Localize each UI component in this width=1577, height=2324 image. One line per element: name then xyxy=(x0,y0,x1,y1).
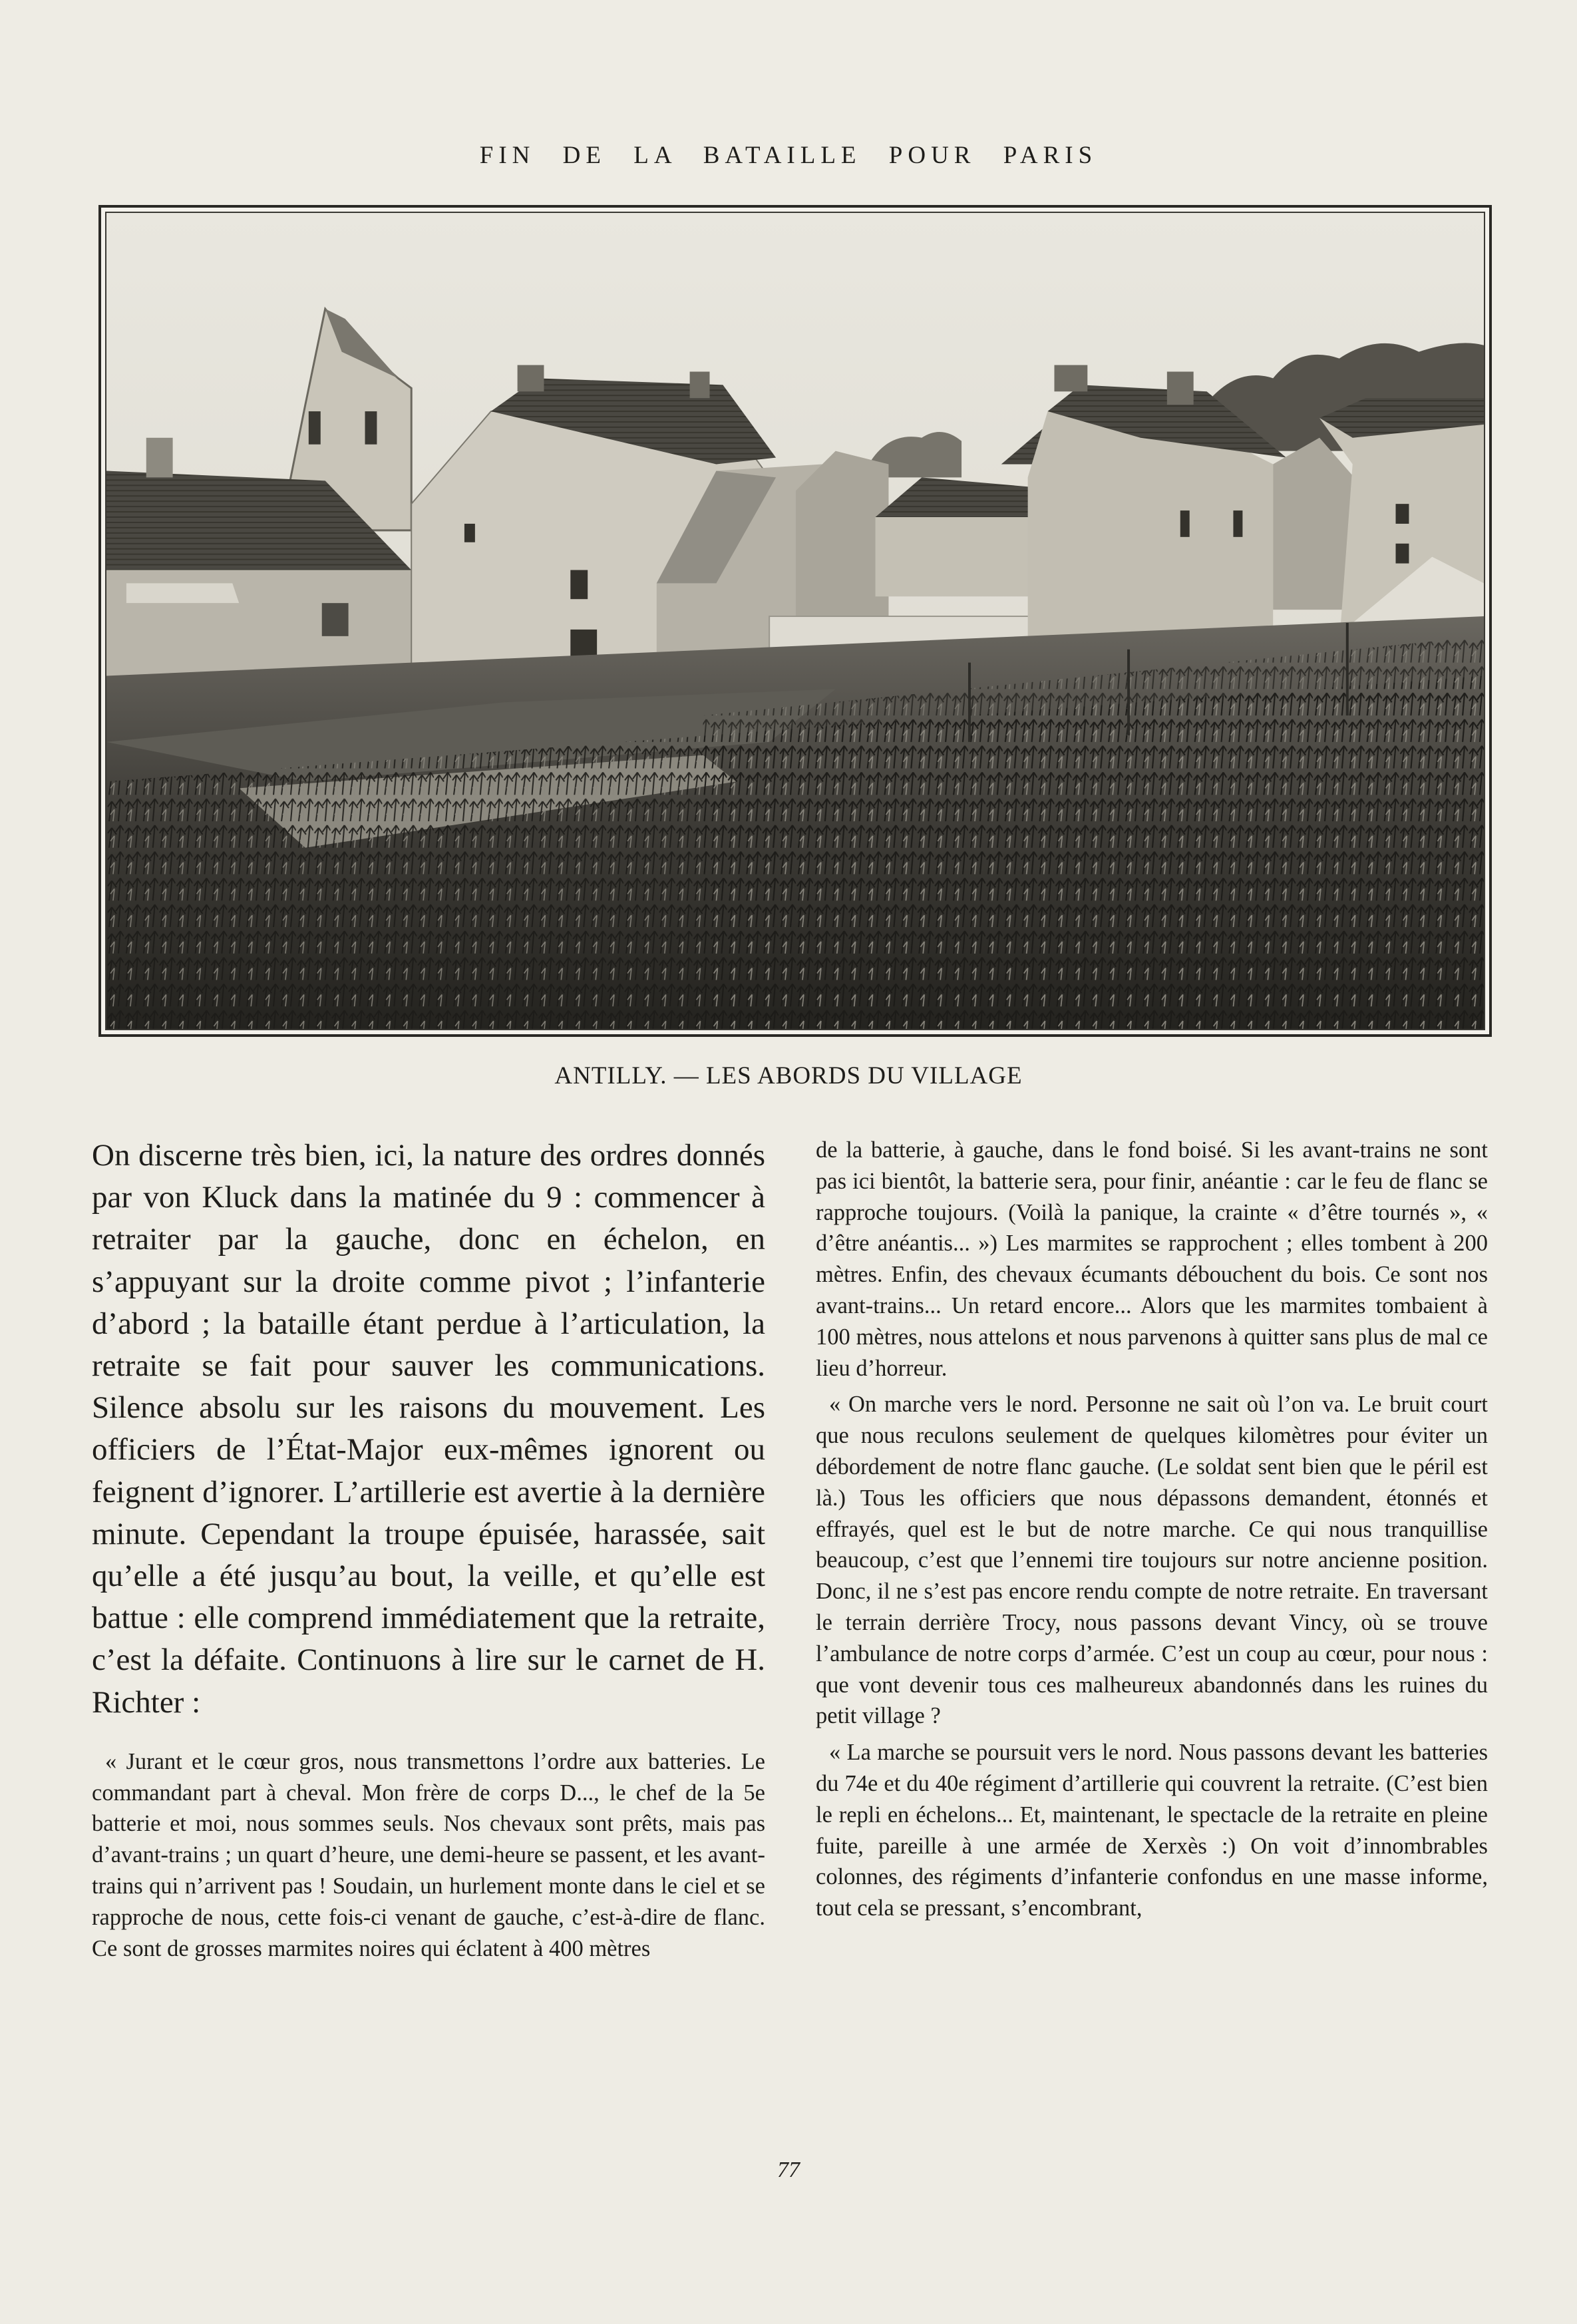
running-head: FIN DE LA BATAILLE POUR PARIS xyxy=(479,142,1098,169)
right-column xyxy=(816,1135,1488,1924)
quote-paragraph: « Jurant et le cœur gros, nous transmettons l’ordre aux batteries. Le commandant part à cheval. Mon frère de corps D..., le chef de la 5e batterie et moi, nous sommes seuls. Nos chevaux sont prêts, mais pas d’avant-trains ; un quart d’heure, une demi-heure se passent, et les avant-trains qui n’arrivent pas ! Soudain, un hurlement monte dans le ciel et se rapproche de nous, cette fois-ci venant de gauche, c’est-à-dire de flanc. Ce sont de grosses marmites noires qui éclatent à 400 mètres xyxy=(92,1748,765,1961)
left-column xyxy=(92,1135,765,1964)
right-paragraph-3: « La marche se poursuit vers le nord. Nous passons devant les batteries du 74e et du 40e régiment d’artillerie qui couvrent la retraite. (C’est bien le repli en échelons... Et, maintenant, le spectacle de la retraite en pleine fuite, pareille à une armée de Xerxès :) On voit d’innombrables colonnes, des régiments d’infanterie confondus en une masse informe, tout cela se pressant, s’encombrant, xyxy=(816,1740,1488,1921)
main-paragraph: On discerne très bien, ici, la nature des ordres donnés par von Kluck dans la matinée du 9 : commencer à retraiter par la gauche, donc en échelon, en s’appuyant sur la droite comme pivot ; l’infanterie d’abord ; la bataille étant perdue à l’articulation, la retraite se fait pour sauver les communications. Silence absolu sur les raisons du mouvement. Les officiers de l’État-Major eux-mêmes ignorent ou feignent d’ignorer. L’artillerie est avertie à la dernière minute. Cependant la troupe épuisée, harassée, sait qu’elle a été jusqu’au bout, la veille, et qu’elle est battue : elle comprend immédiatement que la retraite, c’est la défaite. Continuons à lire sur le carnet de H. Richter : xyxy=(92,1138,765,1720)
figure-photo xyxy=(98,205,1492,1037)
photo-village-antilly xyxy=(105,212,1485,1030)
village-illustration xyxy=(106,213,1484,1029)
right-paragraph-2: « On marche vers le nord. Personne ne sait où l’on va. Le bruit court que nous reculons seulement de quelques kilomètres pour éviter un débordement de notre flanc gauche. (Le soldat sent bien que le péril est là.) Tous les officiers que nous dépassons demandent, étonnés et effrayés, quel est le but de notre marche. Ce qui nous tranquillise beaucoup, c’est que l’ennemi tire toujours sur notre ancienne position. Donc, il ne s’est pas encore rendu compte de notre retraite. En traversant le terrain derrière Trocy, nous passons devant Vincy, où se trouve l’ambulance de notre corps d’armée. C’est un coup au cœur, pour nous : que vont devenir tous ces malheureux abandonnés dans les ruines du petit village ? xyxy=(816,1392,1488,1729)
right-paragraph-1: de la batterie, à gauche, dans le fond boisé. Si les avant-trains ne sont pas ici bientôt, la batterie sera, pour finir, anéantie : car le feu de flanc se rapproche toujours. (Voilà la panique, la crainte « d’être tournés », « d’être anéantis... ») Les marmites se rapprochent ; elles tombent à 200 mètres. Enfin, des chevaux écumants débouchent du bois. Ce sont nos avant-trains... Un retard encore... Alors que les marmites tombaient à 100 mètres, nous attelons et nous parvenons à quitter sans plus de mal ce lieu d’horreur. xyxy=(816,1137,1488,1381)
figure-caption: ANTILLY. — LES ABORDS DU VILLAGE xyxy=(554,1062,1023,1089)
page-number: 77 xyxy=(777,2158,800,2182)
